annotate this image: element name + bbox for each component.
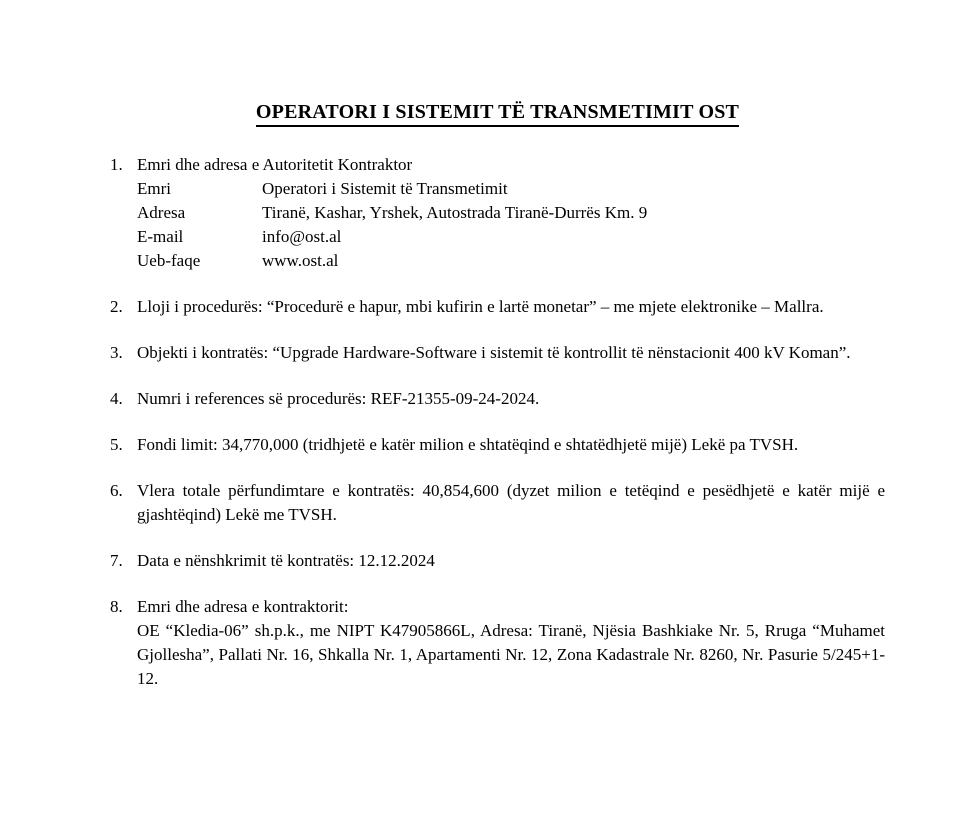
detail-label: Ueb-faqe: [137, 251, 201, 270]
authority-details: [137, 177, 885, 273]
item-content: [137, 341, 885, 365]
item-number: 1.: [110, 155, 123, 174]
item-text: Emri dhe adresa e Autoritetit Kontraktor: [137, 155, 413, 174]
item-text: Vlera totale përfundimtare e kontratës: 40,854,600 (dyzet milion e tetëqind e pesëdhjetë e katër mijë e gjashtëqind) Lekë me TVSH.: [137, 481, 885, 524]
authority-email: info@ost.al: [262, 227, 342, 246]
item-number: 8.: [110, 597, 123, 616]
detail-label: E-mail: [137, 227, 184, 246]
contractor-details: OE “Kledia-06” sh.p.k., me NIPT K47905866L, Adresa: Tiranë, Njësia Bashkiake Nr. 5, Rruga “Muhamet Gjollesha”, Pallati Nr. 16, Shkalla Nr. 1, Apartamenti Nr. 12, Zona Kadastrale Nr. 8260, Nr. Pasurie 5/245+1-12.: [137, 621, 885, 688]
item-text: Lloji i procedurës: “Procedurë e hapur, mbi kufirin e lartë monetar” – me mjete elektronike – Mallra.: [137, 297, 824, 316]
list-item-total-value: [110, 479, 885, 527]
item-number: 7.: [110, 551, 123, 570]
item-content: [137, 433, 885, 457]
detail-row-email: [137, 225, 885, 249]
list-item-authority: [110, 153, 885, 273]
document-title: OPERATORI I SISTEMIT TË TRANSMETIMIT OST: [256, 100, 739, 127]
list-item-reference-number: [110, 387, 885, 411]
item-content: [137, 295, 885, 319]
detail-row-emri: [137, 177, 885, 201]
item-content: [137, 387, 885, 411]
item-number: 2.: [110, 297, 123, 316]
authority-website: www.ost.al: [262, 251, 339, 270]
item-text: Numri i references së procedurës: REF-21355-09-24-2024.: [137, 389, 540, 408]
item-content: [137, 549, 885, 573]
list-item-procedure-type: [110, 295, 885, 319]
item-content: [137, 595, 885, 691]
item-text: Emri dhe adresa e kontraktorit:: [137, 597, 349, 616]
item-text: Fondi limit: 34,770,000 (tridhjetë e katër milion e shtatëqind e shtatëdhjetë mijë) Lekë pa TVSH.: [137, 435, 799, 454]
detail-row-website: [137, 249, 885, 273]
authority-name: Operatori i Sistemit të Transmetimit: [262, 179, 508, 198]
list-item-limit-fund: [110, 433, 885, 457]
list-item-contract-object: [110, 341, 885, 365]
item-text: Objekti i kontratës: “Upgrade Hardware-Software i sistemit të kontrollit të nënstacionit 400 kV Koman”.: [137, 343, 851, 362]
title-row: [110, 100, 885, 127]
item-content: [137, 479, 885, 527]
detail-row-adresa: [137, 201, 885, 225]
item-number: 6.: [110, 481, 123, 500]
item-content: [137, 153, 885, 273]
item-number: 3.: [110, 343, 123, 362]
list-item-contractor: [110, 595, 885, 691]
list-item-signing-date: [110, 549, 885, 573]
authority-address: Tiranë, Kashar, Yrshek, Autostrada Tiranë-Durrës Km. 9: [262, 203, 648, 222]
detail-label: Emri: [137, 179, 171, 198]
item-number: 5.: [110, 435, 123, 454]
detail-label: Adresa: [137, 203, 186, 222]
item-number: 4.: [110, 389, 123, 408]
item-text: Data e nënshkrimit të kontratës: 12.12.2024: [137, 551, 435, 570]
